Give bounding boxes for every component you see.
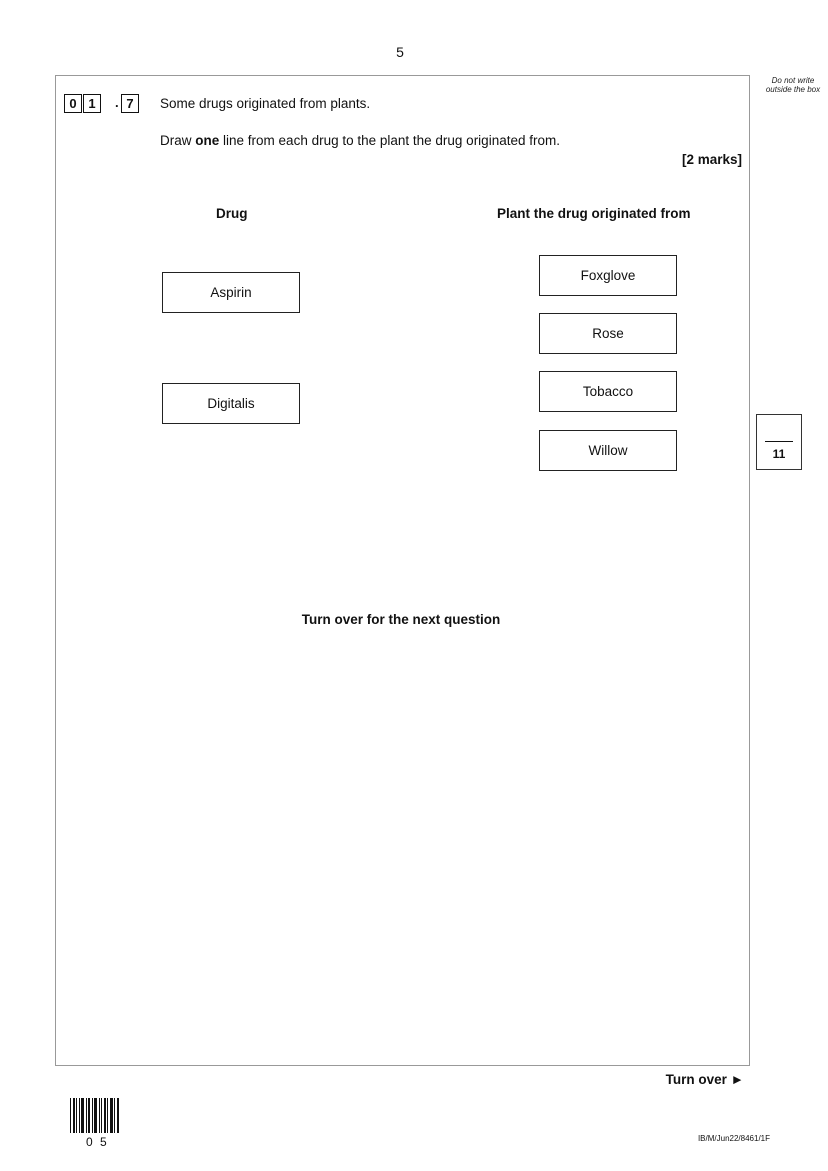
instr-text: line from each drug to the plant the drug originated from. <box>219 133 560 148</box>
footer-code: IB/M/Jun22/8461/1F <box>697 1134 770 1143</box>
question-number-dot: . <box>115 95 119 110</box>
marks-label: [2 marks] <box>681 152 742 167</box>
barcode <box>70 1098 119 1133</box>
instr-text: Draw <box>160 133 196 148</box>
turn-over-label: Turn over ► <box>665 1072 744 1087</box>
score-line <box>765 441 793 442</box>
drug-box-aspirin[interactable]: Aspirin <box>162 272 300 313</box>
plant-box-willow[interactable]: Willow <box>539 430 677 471</box>
margin-note: Do not write outside the box <box>765 76 821 94</box>
instr-emphasis: one <box>195 133 220 148</box>
question-number-digit: 0 <box>64 94 82 113</box>
plant-box-rose[interactable]: Rose <box>539 313 677 354</box>
plant-heading: Plant the drug originated from <box>497 206 691 221</box>
question-intro: Some drugs originated from plants. <box>160 96 371 111</box>
score-total: 11 <box>772 447 786 461</box>
turn-over-next-question: Turn over for the next question <box>301 612 501 627</box>
answer-frame <box>55 75 750 1066</box>
drug-box-digitalis[interactable]: Digitalis <box>162 383 300 424</box>
page-number: 5 <box>396 44 404 60</box>
drug-heading: Drug <box>216 206 248 221</box>
question-instruction <box>160 133 560 148</box>
barcode-number: 0 5 <box>86 1135 109 1149</box>
plant-box-foxglove[interactable]: Foxglove <box>539 255 677 296</box>
question-number-digit: 1 <box>83 94 101 113</box>
question-number-digit: 7 <box>121 94 139 113</box>
score-box <box>756 414 802 470</box>
plant-box-tobacco[interactable]: Tobacco <box>539 371 677 412</box>
